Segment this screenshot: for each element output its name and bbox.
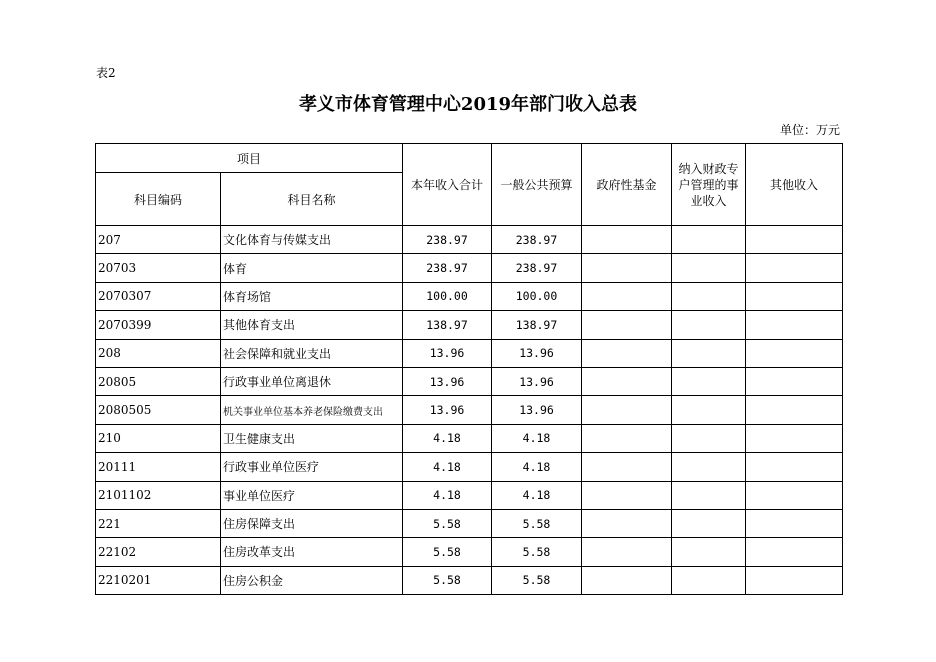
gov-fund-cell bbox=[582, 538, 672, 566]
other-income-cell bbox=[746, 226, 843, 254]
general-budget-cell: 5.58 bbox=[492, 566, 582, 594]
subject-name-cell: 机关事业单位基本养老保险缴费支出 bbox=[221, 396, 403, 424]
other-income-cell bbox=[746, 367, 843, 395]
total-income-cell: 5.58 bbox=[403, 538, 492, 566]
subject-code-cell: 2080505 bbox=[96, 396, 221, 424]
total-income-cell: 4.18 bbox=[403, 481, 492, 509]
fiscal-special-cell bbox=[672, 424, 746, 452]
general-budget-cell: 238.97 bbox=[492, 226, 582, 254]
subject-code-cell: 208 bbox=[96, 339, 221, 367]
general-budget-cell: 238.97 bbox=[492, 254, 582, 282]
other-income-cell bbox=[746, 453, 843, 481]
general-budget-cell: 4.18 bbox=[492, 424, 582, 452]
subject-name-cell: 卫生健康支出 bbox=[221, 424, 403, 452]
subject-name-cell: 体育场馆 bbox=[221, 282, 403, 310]
table-row bbox=[96, 254, 843, 282]
fiscal-special-cell bbox=[672, 509, 746, 537]
gov-fund-cell bbox=[582, 509, 672, 537]
gov-fund-cell bbox=[582, 424, 672, 452]
general-budget-cell: 4.18 bbox=[492, 453, 582, 481]
other-income-cell bbox=[746, 481, 843, 509]
fiscal-special-cell bbox=[672, 254, 746, 282]
subject-name-cell: 社会保障和就业支出 bbox=[221, 339, 403, 367]
subject-name-cell: 事业单位医疗 bbox=[221, 481, 403, 509]
table-row bbox=[96, 566, 843, 594]
header-fiscal-special: 纳入财政专户管理的事业收入 bbox=[672, 144, 746, 226]
subject-code-cell: 22102 bbox=[96, 538, 221, 566]
total-income-cell: 13.96 bbox=[403, 396, 492, 424]
table-row bbox=[96, 311, 843, 339]
fiscal-special-cell bbox=[672, 396, 746, 424]
fiscal-special-cell bbox=[672, 226, 746, 254]
subject-name-cell: 住房公积金 bbox=[221, 566, 403, 594]
table-row bbox=[96, 226, 843, 254]
other-income-cell bbox=[746, 396, 843, 424]
subject-name-cell: 行政事业单位离退休 bbox=[221, 367, 403, 395]
fiscal-special-cell bbox=[672, 339, 746, 367]
subject-name-cell: 其他体育支出 bbox=[221, 311, 403, 339]
subject-code-cell: 20805 bbox=[96, 367, 221, 395]
gov-fund-cell bbox=[582, 226, 672, 254]
table-row bbox=[96, 396, 843, 424]
other-income-cell bbox=[746, 311, 843, 339]
subject-name-cell: 文化体育与传媒支出 bbox=[221, 226, 403, 254]
total-income-cell: 13.96 bbox=[403, 339, 492, 367]
subject-code-cell: 221 bbox=[96, 509, 221, 537]
gov-fund-cell bbox=[582, 481, 672, 509]
table-row bbox=[96, 509, 843, 537]
gov-fund-cell bbox=[582, 396, 672, 424]
gov-fund-cell bbox=[582, 254, 672, 282]
income-table bbox=[95, 143, 843, 595]
total-income-cell: 4.18 bbox=[403, 424, 492, 452]
header-name: 科目名称 bbox=[221, 173, 403, 226]
table-row bbox=[96, 339, 843, 367]
subject-name-cell: 住房保障支出 bbox=[221, 509, 403, 537]
other-income-cell bbox=[746, 424, 843, 452]
general-budget-cell: 4.18 bbox=[492, 481, 582, 509]
total-income-cell: 5.58 bbox=[403, 566, 492, 594]
header-project: 项目 bbox=[96, 144, 403, 173]
general-budget-cell: 13.96 bbox=[492, 367, 582, 395]
general-budget-cell: 138.97 bbox=[492, 311, 582, 339]
table-row bbox=[96, 367, 843, 395]
header-gov-fund: 政府性基金 bbox=[582, 144, 672, 226]
unit-label: 单位：万元 bbox=[779, 123, 840, 137]
header-general-budget: 一般公共预算 bbox=[492, 144, 582, 226]
page-title: 孝义市体育管理中心2019年部门收入总表 bbox=[298, 94, 638, 115]
total-income-cell: 13.96 bbox=[403, 367, 492, 395]
header-other: 其他收入 bbox=[746, 144, 843, 226]
other-income-cell bbox=[746, 339, 843, 367]
fiscal-special-cell bbox=[672, 453, 746, 481]
fiscal-special-cell bbox=[672, 481, 746, 509]
subject-name-cell: 住房改革支出 bbox=[221, 538, 403, 566]
other-income-cell bbox=[746, 566, 843, 594]
header-total: 本年收入合计 bbox=[403, 144, 492, 226]
total-income-cell: 138.97 bbox=[403, 311, 492, 339]
gov-fund-cell bbox=[582, 282, 672, 310]
subject-code-cell: 2070399 bbox=[96, 311, 221, 339]
subject-name-cell: 体育 bbox=[221, 254, 403, 282]
subject-name-cell: 行政事业单位医疗 bbox=[221, 453, 403, 481]
table-row bbox=[96, 453, 843, 481]
general-budget-cell: 13.96 bbox=[492, 396, 582, 424]
total-income-cell: 5.58 bbox=[403, 509, 492, 537]
table-label: 表2 bbox=[96, 66, 116, 80]
gov-fund-cell bbox=[582, 566, 672, 594]
other-income-cell bbox=[746, 282, 843, 310]
subject-code-cell: 20111 bbox=[96, 453, 221, 481]
gov-fund-cell bbox=[582, 453, 672, 481]
table-row bbox=[96, 424, 843, 452]
subject-code-cell: 210 bbox=[96, 424, 221, 452]
subject-code-cell: 207 bbox=[96, 226, 221, 254]
general-budget-cell: 13.96 bbox=[492, 339, 582, 367]
header-code: 科目编码 bbox=[96, 173, 221, 226]
fiscal-special-cell bbox=[672, 311, 746, 339]
fiscal-special-cell bbox=[672, 566, 746, 594]
other-income-cell bbox=[746, 538, 843, 566]
table-row bbox=[96, 282, 843, 310]
gov-fund-cell bbox=[582, 367, 672, 395]
table-row bbox=[96, 538, 843, 566]
other-income-cell bbox=[746, 254, 843, 282]
general-budget-cell: 5.58 bbox=[492, 538, 582, 566]
total-income-cell: 238.97 bbox=[403, 254, 492, 282]
total-income-cell: 100.00 bbox=[403, 282, 492, 310]
fiscal-special-cell bbox=[672, 538, 746, 566]
fiscal-special-cell bbox=[672, 282, 746, 310]
subject-code-cell: 2101102 bbox=[96, 481, 221, 509]
total-income-cell: 4.18 bbox=[403, 453, 492, 481]
fiscal-special-cell bbox=[672, 367, 746, 395]
total-income-cell: 238.97 bbox=[403, 226, 492, 254]
other-income-cell bbox=[746, 509, 843, 537]
gov-fund-cell bbox=[582, 339, 672, 367]
subject-code-cell: 2070307 bbox=[96, 282, 221, 310]
general-budget-cell: 100.00 bbox=[492, 282, 582, 310]
gov-fund-cell bbox=[582, 311, 672, 339]
subject-code-cell: 2210201 bbox=[96, 566, 221, 594]
table-row bbox=[96, 481, 843, 509]
general-budget-cell: 5.58 bbox=[492, 509, 582, 537]
subject-code-cell: 20703 bbox=[96, 254, 221, 282]
